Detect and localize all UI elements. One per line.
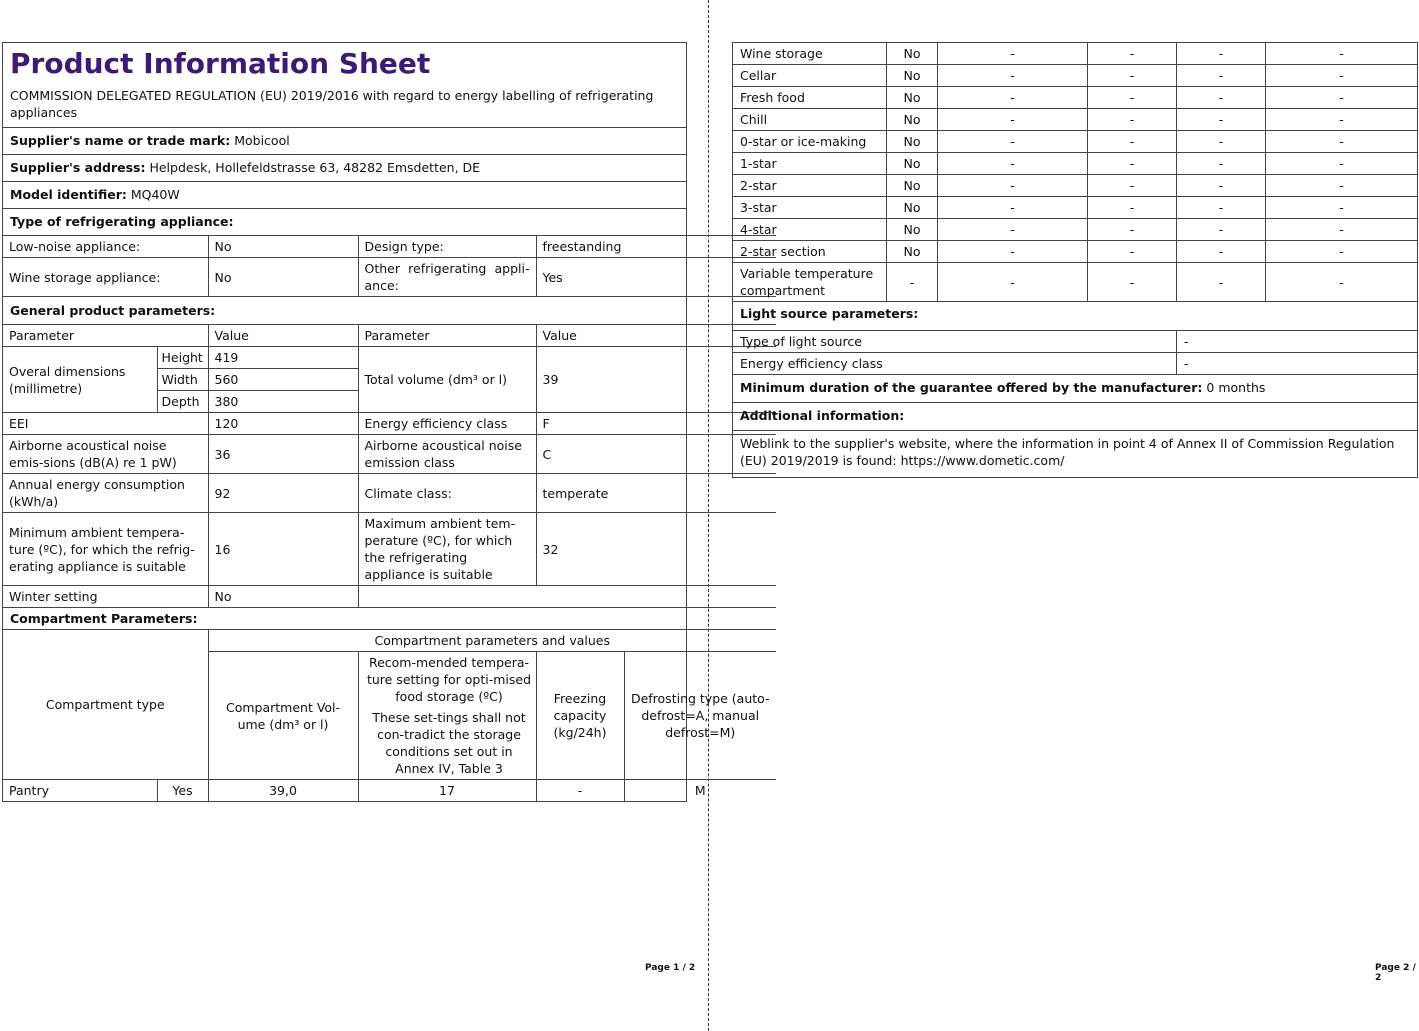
- compartment-dash: -: [1088, 87, 1177, 109]
- compartment-dash: -: [1177, 109, 1266, 131]
- compartment-dash: -: [1177, 131, 1266, 153]
- low-noise-value: No: [208, 236, 358, 258]
- compartment-dash: -: [1088, 219, 1177, 241]
- comp-volume-header: Compartment Vol-ume (dm³ or l): [208, 652, 358, 780]
- compartment-dash: -: [938, 87, 1088, 109]
- compartment-dash: -: [1266, 153, 1418, 175]
- model-value: MQ40W: [130, 187, 180, 202]
- noise-class-value: C: [536, 435, 776, 474]
- compartment-dash: -: [1266, 241, 1418, 263]
- compartment-present: No: [887, 175, 938, 197]
- compartment-name: Wine storage: [733, 43, 887, 65]
- eei-label: EEI: [3, 413, 208, 435]
- wine-storage-label: Wine storage appliance:: [3, 258, 208, 297]
- compartment-dash: -: [1266, 219, 1418, 241]
- comp-type-header: Compartment type: [3, 630, 208, 780]
- pantry-freeze: -: [536, 780, 624, 802]
- total-volume-label: Total volume (dm³ or l): [358, 347, 536, 413]
- compartment-label: Compartment Parameters:: [3, 608, 776, 630]
- comp-temp-header-b: These set-tings shall not con-tradict the storage conditions set out in Annex IV, Table 3: [372, 710, 526, 776]
- compartment-dash: -: [938, 241, 1088, 263]
- energy-class-value: F: [536, 413, 776, 435]
- min-temp-label: Minimum ambient tempera-ture (ºC), for which the refrig-erating appliance is suitable: [3, 513, 208, 586]
- climate-label: Climate class:: [358, 474, 536, 513]
- additional-label: Additional information:: [733, 403, 1418, 431]
- compartment-row: [733, 65, 1418, 87]
- supplier-name-label: Supplier's name or trade mark:: [10, 133, 231, 148]
- depth-value: 380: [208, 391, 358, 413]
- compartment-dash: -: [1177, 65, 1266, 87]
- compartment-dash: -: [1177, 219, 1266, 241]
- product-information-sheet-page-2: [732, 42, 1417, 478]
- compartment-present: No: [887, 197, 938, 219]
- supplier-address-label: Supplier's address:: [10, 160, 146, 175]
- compartment-dash: -: [938, 175, 1088, 197]
- compartment-dash: -: [1266, 87, 1418, 109]
- annual-label: Annual energy consumption (kWh/a): [3, 474, 208, 513]
- compartment-row: [733, 87, 1418, 109]
- compartment-dash: -: [1266, 43, 1418, 65]
- compartment-dash: -: [938, 109, 1088, 131]
- compartment-dash: -: [1088, 175, 1177, 197]
- compartment-dash: -: [1266, 175, 1418, 197]
- compartment-row: [733, 43, 1418, 65]
- annual-value: 92: [208, 474, 358, 513]
- compartment-row: [733, 153, 1418, 175]
- variable-present: -: [887, 263, 938, 302]
- col-parameter-2: Parameter: [358, 325, 536, 347]
- light-label: Light source parameters:: [733, 302, 1418, 331]
- compartment-name: 2-star section: [733, 241, 887, 263]
- compartment-dash: -: [938, 153, 1088, 175]
- compartment-present: No: [887, 43, 938, 65]
- light-class-value: -: [1177, 353, 1418, 375]
- supplier-name-row: [3, 127, 686, 154]
- comp-temp-header-a: Recom-mended tempera-ture setting for opti-mised food storage (ºC): [366, 655, 532, 704]
- min-temp-value: 16: [208, 513, 358, 586]
- page-number-2: Page 2 / 2: [1375, 963, 1416, 983]
- pantry-present: Yes: [157, 780, 208, 802]
- other-label: Other refrigerating appli-ance:: [358, 258, 536, 297]
- variable-label: Variable temperature compartment: [733, 263, 887, 302]
- compartment-row: [733, 197, 1418, 219]
- compartment-dash: -: [1177, 241, 1266, 263]
- compartment-dash: -: [1177, 87, 1266, 109]
- winter-value: No: [208, 586, 358, 608]
- col-parameter: Parameter: [3, 325, 208, 347]
- compartment-present: No: [887, 65, 938, 87]
- compartment-name: Cellar: [733, 65, 887, 87]
- light-class-label: Energy efficiency class: [733, 353, 1177, 375]
- compartment-present: No: [887, 241, 938, 263]
- noise-value: 36: [208, 435, 358, 474]
- page-number-1: Page 1 / 2: [645, 963, 696, 973]
- compartment-dash: -: [1088, 153, 1177, 175]
- comp-values-header: Compartment parameters and values: [208, 630, 776, 652]
- compartment-name: Fresh food: [733, 87, 887, 109]
- compartment-dash: -: [938, 197, 1088, 219]
- climate-value: temperate: [536, 474, 776, 513]
- compartment-dash: -: [1088, 131, 1177, 153]
- design-type-label: Design type:: [358, 236, 536, 258]
- height-value: 419: [208, 347, 358, 369]
- type-label: Type of refrigerating appliance:: [3, 208, 686, 235]
- weblink-value[interactable]: https://www.dometic.com/: [900, 453, 1065, 468]
- compartment-dash: -: [1088, 241, 1177, 263]
- model-label: Model identifier:: [10, 187, 127, 202]
- compartment-dash: -: [1266, 109, 1418, 131]
- noise-class-label: Airborne acoustical noise emission class: [358, 435, 536, 474]
- compartment-row: [733, 219, 1418, 241]
- compartment-name: 2-star: [733, 175, 887, 197]
- page-title: Product Information Sheet: [10, 47, 431, 80]
- general-label: General product parameters:: [3, 297, 776, 325]
- compartment-present: No: [887, 109, 938, 131]
- guarantee-label: Minimum duration of the guarantee offered by the manufacturer:: [740, 380, 1203, 395]
- compartment-name: Chill: [733, 109, 887, 131]
- max-temp-label: Maximum ambient tem-perature (ºC), for which the refrigerating appliance is suitable: [358, 513, 536, 586]
- eei-value: 120: [208, 413, 358, 435]
- guarantee-row: [733, 375, 1418, 403]
- model-row: [3, 181, 686, 208]
- winter-label: Winter setting: [3, 586, 208, 608]
- compartment-name: 1-star: [733, 153, 887, 175]
- depth-label: Depth: [157, 391, 208, 413]
- height-label: Height: [157, 347, 208, 369]
- compartment-present: No: [887, 153, 938, 175]
- compartment-dash: -: [1177, 153, 1266, 175]
- compartment-dash: -: [938, 43, 1088, 65]
- pantry-name: Pantry: [3, 780, 157, 802]
- weblink-label: Weblink to the supplier's website, where the information in point 4 of Annex II of Commission Regulation (EU) 2019/2019 is found:: [740, 436, 1395, 468]
- compartment-dash: -: [1088, 197, 1177, 219]
- compartment-dash: -: [938, 131, 1088, 153]
- variable-dash-1: -: [938, 263, 1088, 302]
- comp-freeze-header: Freezing capacity (kg/24h): [536, 652, 624, 780]
- appliance-type-table: [3, 235, 776, 801]
- compartment-dash: -: [1088, 43, 1177, 65]
- compartment-row: [733, 175, 1418, 197]
- supplier-address-value: Helpdesk, Hollefeldstrasse 63, 48282 Emsdetten, DE: [149, 160, 481, 175]
- comp-temp-header: [358, 652, 536, 780]
- total-volume-value: 39: [536, 347, 776, 413]
- compartment-name: 3-star: [733, 197, 887, 219]
- light-type-value: -: [1177, 331, 1418, 353]
- low-noise-label: Low-noise appliance:: [3, 236, 208, 258]
- regulation-text: COMMISSION DELEGATED REGULATION (EU) 2019/2016 with regard to energy labelling of refrigerating appliances: [10, 88, 654, 120]
- compartment-dash: -: [1266, 65, 1418, 87]
- weblink-row: [733, 431, 1418, 478]
- compartment-dash: -: [1088, 65, 1177, 87]
- compartment-name: 4-star: [733, 219, 887, 241]
- col-value-2: Value: [536, 325, 776, 347]
- compartment-name: 0-star or ice-making: [733, 131, 887, 153]
- design-type-value: freestanding: [536, 236, 776, 258]
- guarantee-value: 0 months: [1206, 380, 1266, 395]
- overall-dim-label: Overal dimensions (millimetre): [3, 347, 157, 413]
- other-value: Yes: [536, 258, 776, 297]
- compartment-dash: -: [1088, 109, 1177, 131]
- noise-label: Airborne acoustical noise emis-sions (dB(A) re 1 pW): [3, 435, 208, 474]
- variable-dash-3: -: [1177, 263, 1266, 302]
- width-label: Width: [157, 369, 208, 391]
- wine-storage-value: No: [208, 258, 358, 297]
- compartment-row: [733, 131, 1418, 153]
- empty-cell: [358, 586, 776, 608]
- light-type-label: Type of light source: [733, 331, 1177, 353]
- pantry-volume: 39,0: [208, 780, 358, 802]
- supplier-name-value: Mobicool: [234, 133, 290, 148]
- compartment-table: [732, 42, 1418, 478]
- variable-dash-4: -: [1266, 263, 1418, 302]
- col-value: Value: [208, 325, 358, 347]
- comp-defrost-header: Defrosting type (auto-defrost=A, manual defrost=M): [624, 652, 776, 780]
- variable-dash-2: -: [1088, 263, 1177, 302]
- compartment-dash: -: [1177, 43, 1266, 65]
- pantry-temp: 17: [358, 780, 536, 802]
- compartment-dash: -: [938, 65, 1088, 87]
- compartment-present: No: [887, 219, 938, 241]
- compartment-dash: -: [1177, 197, 1266, 219]
- pantry-defrost: M: [624, 780, 776, 802]
- energy-class-label: Energy efficiency class: [358, 413, 536, 435]
- compartment-dash: -: [1266, 197, 1418, 219]
- compartment-row: [733, 109, 1418, 131]
- supplier-address-row: [3, 154, 686, 181]
- compartment-present: No: [887, 87, 938, 109]
- max-temp-value: 32: [536, 513, 776, 586]
- compartment-dash: -: [938, 219, 1088, 241]
- compartment-dash: -: [1266, 131, 1418, 153]
- compartment-dash: -: [1177, 175, 1266, 197]
- compartment-present: No: [887, 131, 938, 153]
- width-value: 560: [208, 369, 358, 391]
- compartment-row: [733, 241, 1418, 263]
